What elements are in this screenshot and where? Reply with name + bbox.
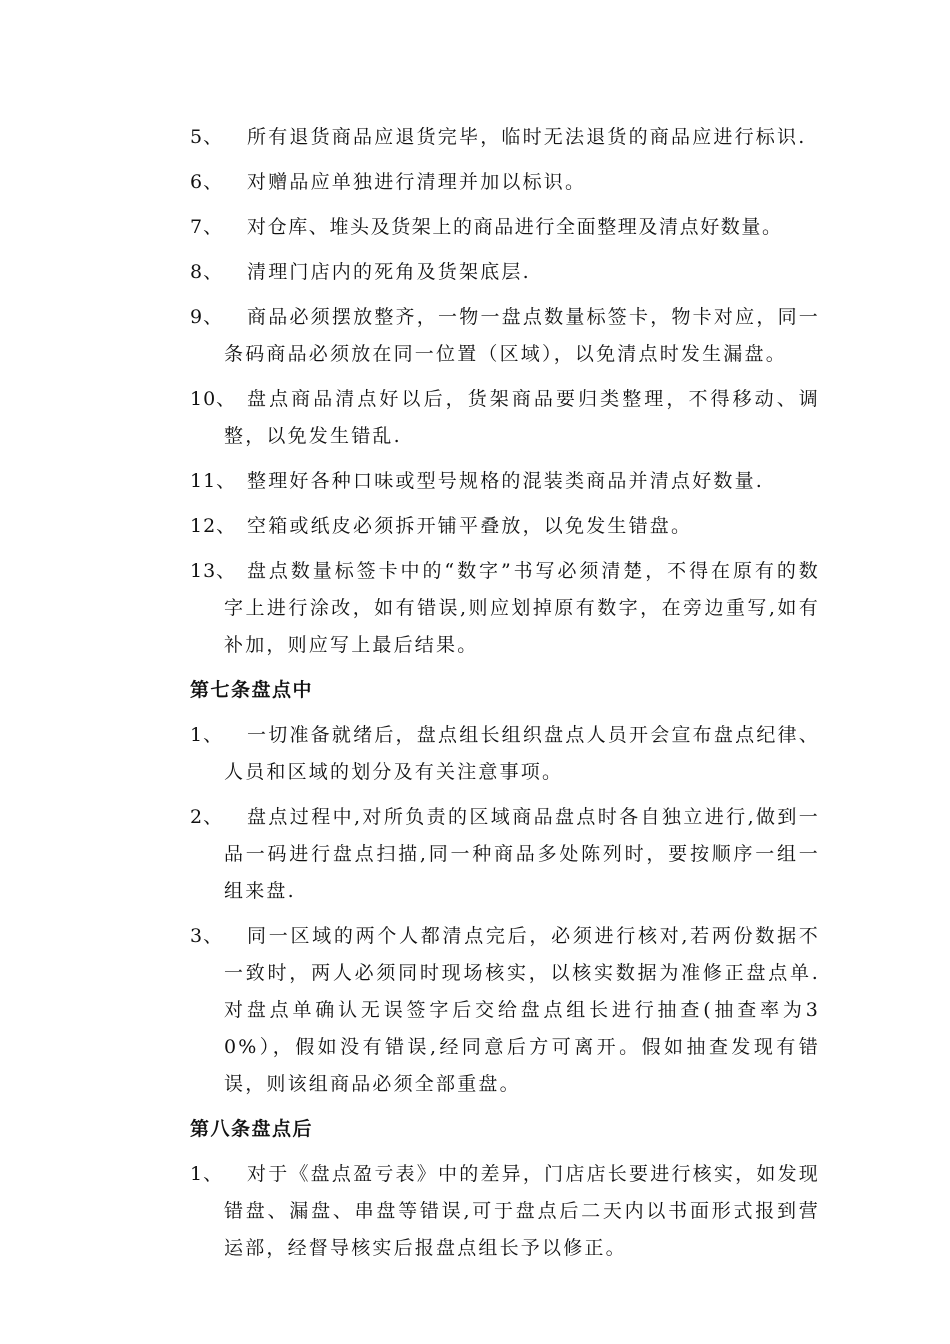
section-heading: 第八条盘点后 [190,1118,314,1140]
section-prep [0,119,950,664]
list-item [190,463,820,500]
item-number: 7、 [190,216,224,238]
list-item [190,508,820,545]
list-item [190,209,820,246]
list-item [190,299,820,373]
list-item [190,1156,820,1267]
item-number: 3、 [190,925,224,947]
item-number: 10、 [190,388,237,410]
list-item [190,381,820,455]
item-number: 2、 [190,806,224,828]
list-item [190,553,820,664]
item-text: 清理门店内的死角及货架底层. [247,261,531,283]
item-number: 9、 [190,306,224,328]
item-text: 整理好各种口味或型号规格的混装类商品并清点好数量. [247,470,765,492]
item-number: 1、 [190,724,224,746]
item-text: 空箱或纸皮必须拆开铺平叠放，以免发生错盘。 [247,515,693,537]
list-item [190,164,820,201]
item-text: 盘点数量标签卡中的“数字”书写必须清楚，不得在原有的数字上进行涂改，如有错误,则应划掉原有数字，在旁边重写,如有补加，则应写上最后结果。 [224,560,820,656]
item-number: 13、 [190,560,237,582]
list-item [190,254,820,291]
item-text: 盘点过程中,对所负责的区域商品盘点时各自独立进行,做到一品一码进行盘点扫描,同一种商品多处陈列时，要按顺序一组一组来盘. [224,806,820,902]
item-number: 8、 [190,261,224,283]
section-after [0,1111,950,1267]
section-during [0,672,950,1103]
item-text: 对赠品应单独进行清理并加以标识。 [247,171,587,193]
item-number: 5、 [190,126,224,148]
list-item [190,119,820,156]
item-number: 12、 [190,515,237,537]
list-item [190,918,820,1103]
item-text: 商品必须摆放整齐，一物一盘点数量标签卡，物卡对应，同一条码商品必须放在同一位置（区域），以免清点时发生漏盘。 [224,306,820,365]
list-item [190,799,820,910]
item-text: 对仓库、堆头及货架上的商品进行全面整理及清点好数量。 [247,216,783,238]
item-number: 1、 [190,1163,224,1185]
item-text: 同一区域的两个人都清点完后，必须进行核对,若两份数据不一致时，两人必须同时现场核实，以核实数据为准修正盘点单.对盘点单确认无误签字后交给盘点组长进行抽查(抽查率为30%），假如没有错误,经同意后方可离开。假如抽查发现有错误，则该组商品必须全部重盘。 [224,925,820,1095]
section-heading: 第七条盘点中 [190,679,314,701]
list-item [190,717,820,791]
item-number: 6、 [190,171,224,193]
item-text: 盘点商品清点好以后，货架商品要归类整理，不得移动、调整，以免发生错乱. [224,388,820,447]
item-text: 所有退货商品应退货完毕，临时无法退货的商品应进行标识. [247,126,807,148]
item-text: 一切准备就绪后，盘点组长组织盘点人员开会宣布盘点纪律、人员和区域的划分及有关注意事项。 [224,724,820,783]
item-number: 11、 [190,470,237,492]
item-text: 对于《盘点盈亏表》中的差异，门店店长要进行核实，如发现错盘、漏盘、串盘等错误,可于盘点后二天内以书面形式报到营运部，经督导核实后报盘点组长予以修正。 [224,1163,820,1259]
